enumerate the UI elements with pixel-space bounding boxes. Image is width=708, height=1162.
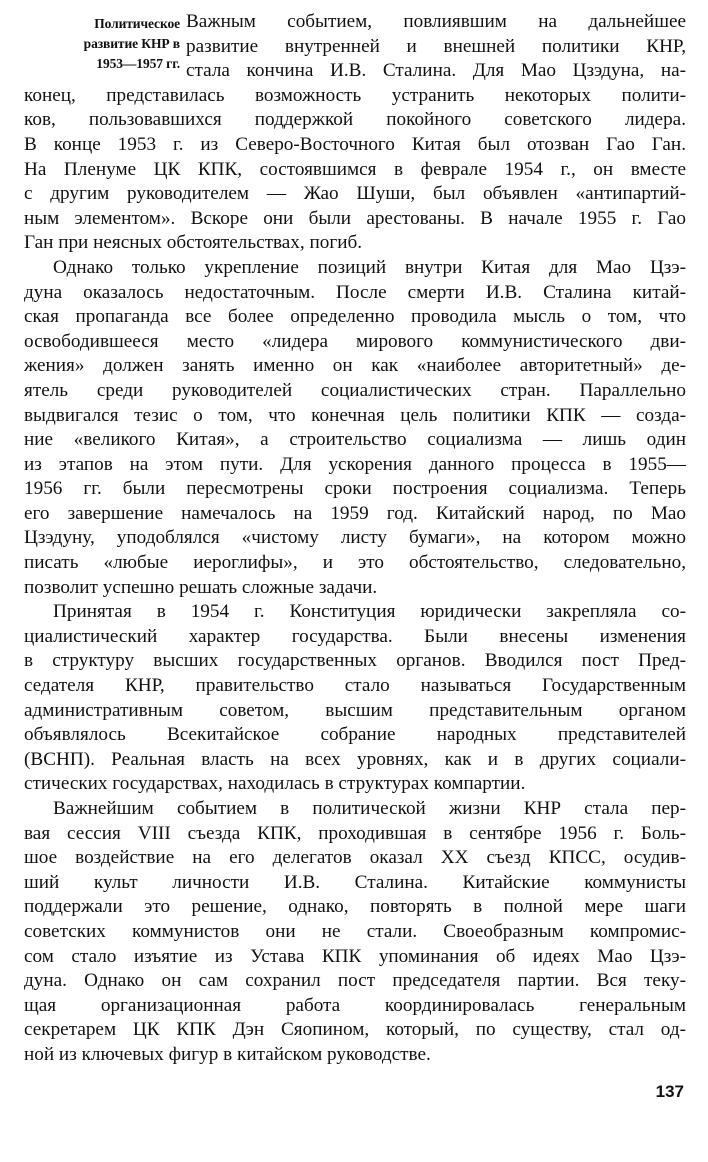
- text-line: Важнейшим событием в политической жизни КНР стала пер-: [53, 798, 686, 819]
- body-text: [24, 10, 686, 1068]
- text-line: освободившееся место «лидера мирового коммунистического дви-: [24, 330, 686, 352]
- text-line: ятель среди руководителей социалистических стран. Параллельно: [24, 379, 686, 401]
- text-line: конец, представилась возможность устранить некоторых полити-: [24, 84, 686, 106]
- text-line: в структуру высших государственных органов. Вводился пост Пред-: [24, 650, 686, 672]
- text-line: ние «великого Китая», а строительство социализма — лишь один: [24, 429, 686, 451]
- text-line: секретарем ЦК КПК Дэн Сяопином, который, по существу, стал од-: [24, 1019, 686, 1041]
- text-line: Ган при неясных обстоятельствах, погиб.: [24, 232, 363, 254]
- paragraph-2: [24, 256, 686, 600]
- text-line: стических государствах, находилась в структурах компартии.: [24, 773, 526, 795]
- text-line: его завершение намечалось на 1959 год. Китайский народ, по Мао: [24, 502, 686, 524]
- text-line: седателя КНР, правительство стало называться Государственным: [24, 675, 686, 697]
- paragraph-3: [24, 600, 686, 797]
- text-line: Однако только укрепление позиций внутри Китая для Мао Цзэ-: [53, 256, 686, 278]
- text-line: ская пропаганда все более определенно проводила мысль о том, что: [24, 306, 686, 328]
- text-line: циалистический характер государства. Были внесены изменения: [24, 625, 686, 647]
- text-line: дуна. Однако он сам сохранил пост председателя партии. Вся теку-: [24, 970, 686, 992]
- text-line: На Пленуме ЦК КПК, состоявшимся в феврале 1954 г., он вместе: [24, 158, 686, 180]
- text-line: Важным событием, повлиявшим на дальнейшее: [186, 11, 686, 32]
- text-line: ков, пользовавшихся поддержкой покойного советского лидера.: [24, 109, 686, 131]
- margin-note-line: развитие КНР в: [83, 36, 180, 51]
- text-line: Цзэдуну, уподоблялся «чистому листу бумаги», на котором можно: [24, 527, 686, 549]
- paragraph-4: [24, 797, 686, 1068]
- text-line: объявлялось Всекитайское собрание народных представителей: [24, 724, 686, 746]
- text-line: писать «любые иероглифы», и это обстоятельство, следовательно,: [24, 552, 686, 574]
- text-line: вая сессия VIII съезда КПК, проходившая в сентябре 1956 г. Боль-: [24, 822, 686, 844]
- page-number: 137: [655, 1082, 684, 1101]
- text-line: сом стало изъятие из Устава КПК упоминания об идеях Мао Цзэ-: [24, 945, 686, 967]
- text-line: ной из ключевых фигур в китайском руководстве.: [24, 1043, 431, 1065]
- text-line: советских коммунистов они не стали. Своеобразным компромис-: [24, 920, 686, 942]
- text-line: щая организационная работа координировалась генеральным: [24, 994, 686, 1016]
- text-line: ным элементом». Вскоре они были арестованы. В начале 1955 г. Гао: [24, 207, 686, 229]
- text-line: административным советом, высшим представительным органом: [24, 699, 686, 721]
- text-line: жения» должен занять именно он как «наиболее авторитетный» де-: [24, 355, 686, 377]
- text-line: В конце 1953 г. из Северо-Восточного Китая был отозван Гао Ган.: [24, 133, 686, 155]
- margin-note-line: Политическое: [94, 16, 180, 31]
- text-line: шое воздействие на его делегатов оказал XX съезд КПСС, осудив-: [24, 847, 686, 869]
- margin-note-line: 1953—1957 гг.: [96, 56, 180, 71]
- text-line: поддержали это решение, однако, повторять в полной мере шаги: [24, 896, 686, 918]
- text-line: (ВСНП). Реальная власть на всех уровнях, как и в других социали-: [24, 748, 686, 770]
- text-line: ший культ личности И.В. Сталина. Китайские коммунисты: [24, 871, 686, 893]
- paragraph-1: [24, 10, 686, 256]
- text-line: развитие внутренней и внешней политики КНР,: [186, 35, 686, 57]
- text-line: 1956 гг. были пересмотрены сроки построения социализма. Теперь: [24, 478, 686, 500]
- text-line: позволит успешно решать сложные задачи.: [24, 576, 378, 598]
- text-line: из этапов на этом пути. Для ускорения данного процесса в 1955—: [24, 453, 686, 475]
- text-line: Принятая в 1954 г. Конституция юридически закрепляла со-: [53, 601, 686, 623]
- text-line: с другим руководителем — Жао Шуши, был объявлен «антипартий-: [24, 183, 686, 205]
- text-line: выдвигался тезис о том, что конечная цель политики КПК — созда-: [24, 404, 686, 426]
- text-line: дуна оказалось недостаточным. После смерти И.В. Сталина китай-: [24, 281, 686, 303]
- text-line: стала кончина И.В. Сталина. Для Мао Цзэдуна, на-: [186, 60, 686, 82]
